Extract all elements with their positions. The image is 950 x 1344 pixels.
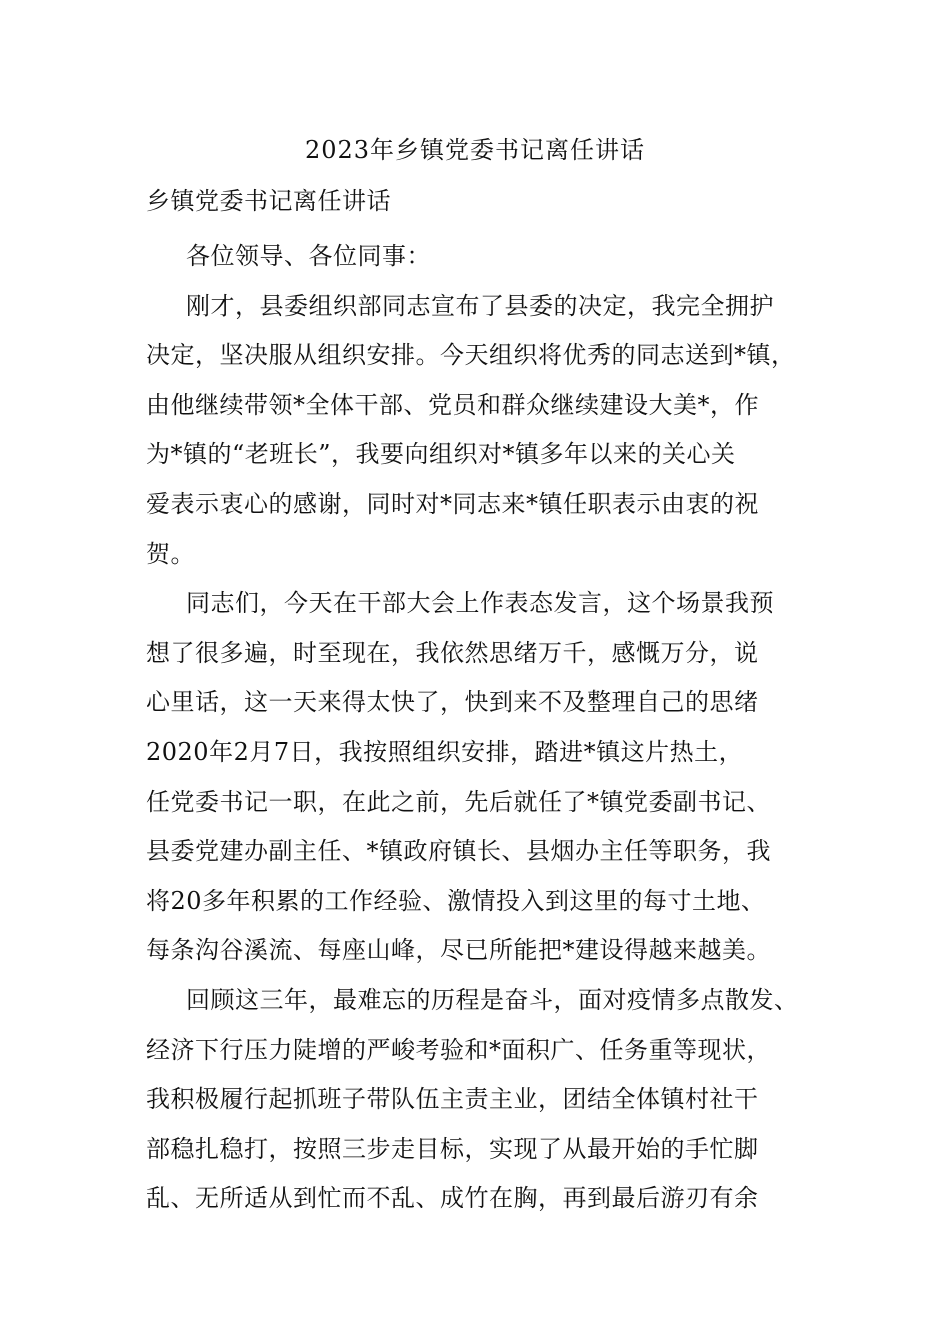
paragraph-line: 将20多年积累的工作经验、激情投入到这里的每寸土地、	[146, 886, 766, 915]
document-body	[146, 232, 836, 1224]
paragraph-line: 为*镇的“老班长”，我要向组织对*镇多年以来的关心关	[146, 440, 736, 469]
paragraph-line: 每条沟谷溪流、每座山峰，尽已所能把*建设得越来越美。	[146, 936, 771, 965]
paragraph-line: 任党委书记一职，在此之前，先后就任了*镇党委副书记、	[146, 787, 771, 816]
paragraph-line: 贺。	[146, 539, 195, 568]
paragraph-line: 由他继续带领*全体干部、党员和群众继续建设大美*，作	[146, 390, 759, 419]
paragraph-line: 部稳扎稳打，按照三步走目标，实现了从最开始的手忙脚	[146, 1134, 759, 1163]
paragraph-line: 爱表示衷心的感谢，同时对*同志来*镇任职表示由衷的祝	[146, 489, 759, 518]
paragraph-line: 县委党建办副主任、*镇政府镇长、县烟办主任等职务，我	[146, 837, 771, 866]
paragraph-line: 心里话，这一天来得太快了，快到来不及整理自己的思绪	[146, 688, 759, 717]
paragraph-line: 刚才，县委组织部同志宣布了县委的决定，我完全拥护	[186, 291, 774, 320]
paragraph-line: 同志们，今天在干部大会上作表态发言，这个场景我预	[186, 589, 774, 618]
paragraph-line: 决定，坚决服从组织安排。今天组织将优秀的同志送到*镇，	[146, 341, 796, 370]
greeting-line: 各位领导、各位同事：	[186, 242, 431, 270]
document-title: 2023年乡镇党委书记离任讲话	[304, 136, 646, 164]
greeting-paragraph	[146, 232, 836, 282]
paragraph-2	[146, 579, 836, 976]
paragraph-line: 我积极履行起抓班子带队伍主责主业，团结全体镇村社干	[146, 1085, 759, 1114]
paragraph-line: 2020年2月7日，我按照组织安排，踏进*镇这片热土，	[146, 737, 744, 766]
paragraph-line: 乱、无所适从到忙而不乱、成竹在胸，再到最后游刃有余	[146, 1184, 759, 1213]
paragraph-line: 经济下行压力陡增的严峻考验和*面积广、任务重等现状，	[146, 1035, 771, 1064]
paragraph-line: 回顾这三年，最难忘的历程是奋斗，面对疫情多点散发、	[186, 985, 799, 1014]
paragraph-1	[146, 282, 836, 580]
paragraph-line: 想了很多遍，时至现在，我依然思绪万千，感慨万分，说	[146, 638, 759, 667]
paragraph-3	[146, 976, 836, 1224]
document-subtitle: 乡镇党委书记离任讲话	[146, 187, 391, 215]
